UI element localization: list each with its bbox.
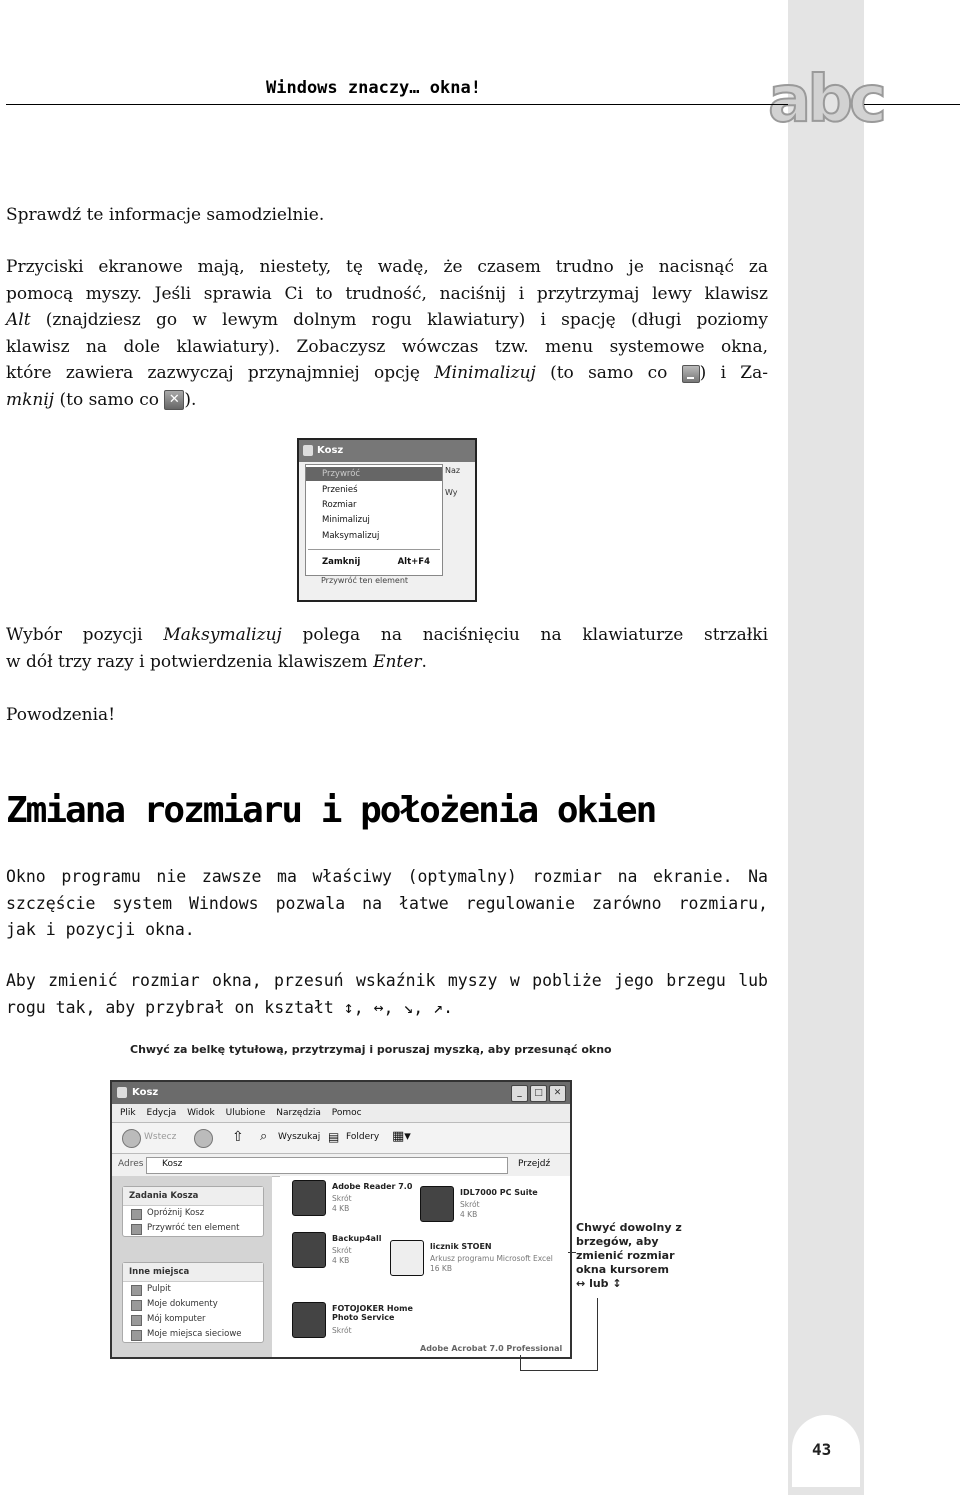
fotojoker-icon bbox=[292, 1302, 326, 1338]
menu-item-close[interactable]: Zamknij Alt+F4 bbox=[322, 557, 430, 567]
menu-file[interactable]: Plik bbox=[120, 1108, 136, 1118]
views-icon[interactable]: ▦▾ bbox=[392, 1129, 411, 1144]
recycle-bin-icon bbox=[117, 1087, 127, 1098]
close-icon[interactable]: ✕ bbox=[549, 1085, 566, 1102]
restore-item-text: Przywróć ten element bbox=[321, 576, 409, 585]
file-item[interactable]: Backup4all Skrót 4 KB bbox=[292, 1232, 412, 1274]
window-titlebar: Kosz bbox=[299, 440, 475, 462]
file-item[interactable]: IDL7000 PC Suite Skrót 4 KB bbox=[420, 1186, 540, 1228]
section-heading: Zmiana rozmiaru i położenia okien bbox=[6, 790, 656, 831]
move-window-caption: Chwyć za belkę tytułową, przytrzymaj i poruszaj myszką, aby przesunąć okno bbox=[130, 1043, 612, 1056]
folders-icon: ▤ bbox=[328, 1130, 340, 1144]
toolbar bbox=[112, 1123, 570, 1154]
minimize-icon[interactable]: _ bbox=[511, 1085, 528, 1102]
file-item[interactable]: FOTOJOKER Home Photo Service Skrót bbox=[292, 1302, 412, 1344]
recycle-bin-window-screenshot bbox=[110, 1080, 572, 1359]
vertical-resize-icon: ↕ bbox=[612, 1277, 622, 1290]
restore-item-link[interactable]: Przywróć ten element bbox=[123, 1221, 263, 1236]
file-item[interactable]: licznik STOEN Arkusz programu Microsoft Excel 16 KB bbox=[390, 1240, 510, 1282]
idl-suite-icon bbox=[420, 1186, 454, 1222]
menu-item-restore[interactable]: Przywróć bbox=[306, 467, 442, 481]
empty-bin-link[interactable]: Opróżnij Kosz bbox=[123, 1206, 263, 1221]
callout-line bbox=[568, 1252, 576, 1253]
menu-favorites[interactable]: Ulubione bbox=[225, 1108, 266, 1118]
minimize-button-icon bbox=[682, 365, 700, 383]
abc-logo: abc bbox=[768, 63, 883, 137]
address-input[interactable] bbox=[146, 1157, 508, 1174]
close-button-icon: ✕ bbox=[164, 390, 184, 410]
menu-bar bbox=[112, 1104, 570, 1123]
page-number: 43 bbox=[812, 1440, 832, 1459]
header-rule-right bbox=[864, 104, 960, 105]
close-shortcut: Alt+F4 bbox=[397, 557, 430, 567]
address-value: Kosz bbox=[162, 1159, 183, 1169]
page-sidebar bbox=[788, 0, 864, 1495]
maximize-icon[interactable]: □ bbox=[530, 1085, 547, 1102]
search-button[interactable]: Wyszukaj bbox=[278, 1132, 321, 1142]
menu-item-minimize[interactable]: Minimalizuj bbox=[322, 515, 370, 525]
paragraph-6: Aby zmienić rozmiar okna, przesuń wskaźnik myszy w pobliże jego brzegu lub rogu tak, aby przybrał on kształt ↕, ↔, ↘, ↗. bbox=[6, 971, 768, 1017]
recycle-bin-icon bbox=[303, 445, 313, 456]
excel-file-icon bbox=[390, 1240, 424, 1276]
recycle-tasks-panel: Zadania Kosza Opróżnij Kosz Przywróć ten element bbox=[122, 1186, 264, 1237]
go-button[interactable]: Przejdź bbox=[518, 1159, 551, 1169]
up-folder-icon[interactable]: ⇧ bbox=[232, 1129, 244, 1145]
menu-view[interactable]: Widok bbox=[187, 1108, 215, 1118]
file-list bbox=[280, 1176, 570, 1357]
menu-help[interactable]: Pomoc bbox=[331, 1108, 362, 1118]
task-pane bbox=[112, 1176, 272, 1357]
horizontal-resize-icon: ↔ bbox=[576, 1277, 586, 1290]
system-menu-screenshot: Kosz Naz Wy Przywróć Przenieś Rozmiar Minimalizuj Maksymalizuj Zamknij Alt+F4 Przywróć ten element bbox=[297, 438, 477, 602]
callout-line bbox=[520, 1370, 598, 1371]
callout-line bbox=[520, 1355, 521, 1371]
menu-edit[interactable]: Edycja bbox=[146, 1108, 177, 1118]
resize-callout: Chwyć dowolny z brzegów, aby zmienić rozmiar okna kursorem ↔ lub ↕ bbox=[576, 1221, 682, 1290]
menu-item-move[interactable]: Przenieś bbox=[322, 485, 358, 495]
callout-line bbox=[597, 1298, 598, 1371]
adobe-reader-icon bbox=[292, 1180, 326, 1216]
paragraph-4: Powodzenia! bbox=[6, 705, 116, 725]
folders-button[interactable]: Foldery bbox=[346, 1132, 380, 1142]
system-menu bbox=[305, 464, 443, 576]
backup-icon bbox=[292, 1232, 326, 1268]
header-rule bbox=[6, 104, 788, 105]
file-item[interactable]: Adobe Reader 7.0 Skrót 4 KB bbox=[292, 1180, 412, 1222]
address-label: Adres bbox=[118, 1159, 144, 1169]
back-button[interactable]: Wstecz bbox=[144, 1132, 177, 1142]
other-places-panel: Inne miejsca Pulpit Moje dokumenty Mój komputer Moje miejsca sieciowe bbox=[122, 1262, 264, 1343]
my-documents-link[interactable]: Moje dokumenty bbox=[123, 1297, 263, 1312]
file-item[interactable]: Adobe Acrobat 7.0 Professional bbox=[420, 1344, 563, 1353]
desktop-link[interactable]: Pulpit bbox=[123, 1282, 263, 1297]
back-arrow-icon[interactable] bbox=[122, 1129, 141, 1148]
search-icon: ⌕ bbox=[260, 1129, 268, 1144]
menu-tools[interactable]: Narzędzia bbox=[276, 1108, 321, 1118]
alt-key: Alt bbox=[6, 310, 31, 330]
menu-item-maximize[interactable]: Maksymalizuj bbox=[322, 531, 380, 541]
paragraph-5: Okno programu nie zawsze ma właściwy (optymalny) rozmiar na ekranie. Na szczęście system Windows pozwala na łatwe regulowanie zarówno rozmiaru, jak i pozycji okna. bbox=[6, 867, 768, 939]
my-computer-link[interactable]: Mój komputer bbox=[123, 1312, 263, 1327]
network-places-link[interactable]: Moje miejsca sieciowe bbox=[123, 1327, 263, 1342]
running-title: Windows znaczy… okna! bbox=[266, 78, 481, 98]
menu-item-size[interactable]: Rozmiar bbox=[322, 500, 357, 510]
window-titlebar[interactable]: Kosz _ □ ✕ bbox=[112, 1082, 570, 1104]
address-bar bbox=[112, 1154, 570, 1177]
forward-arrow-icon[interactable] bbox=[194, 1129, 213, 1148]
paragraph-2: Przyciski ekranowe mają, niestety, tę wadę, że czasem trudno je nacisnąć za pomocą myszy. Jeśli sprawia Ci to trudność, naciśnij i przytrzymaj lewy klawisz Alt (znajdziesz go w lewym dolnym rogu klawiatury) i spację (długi poziomy klawisz na dole klawiatury). Zobaczysz wówczas tzw. menu systemowe okna, które zawiera zazwyczaj przynajmniej opcję Minimalizuj (to samo co ) i Za- mknij (to samo co ✕ ). bbox=[6, 257, 769, 410]
paragraph-1: Sprawdź te informacje samodzielnie. bbox=[6, 205, 325, 225]
paragraph-3: Wybór pozycji Maksymalizuj polega na naciśnięciu na klawiaturze strzałki w dół trzy razy i potwierdzenia klawiszem Enter. bbox=[6, 625, 769, 672]
resize-cursors: ↕, ↔, ↘, ↗. bbox=[343, 997, 454, 1017]
